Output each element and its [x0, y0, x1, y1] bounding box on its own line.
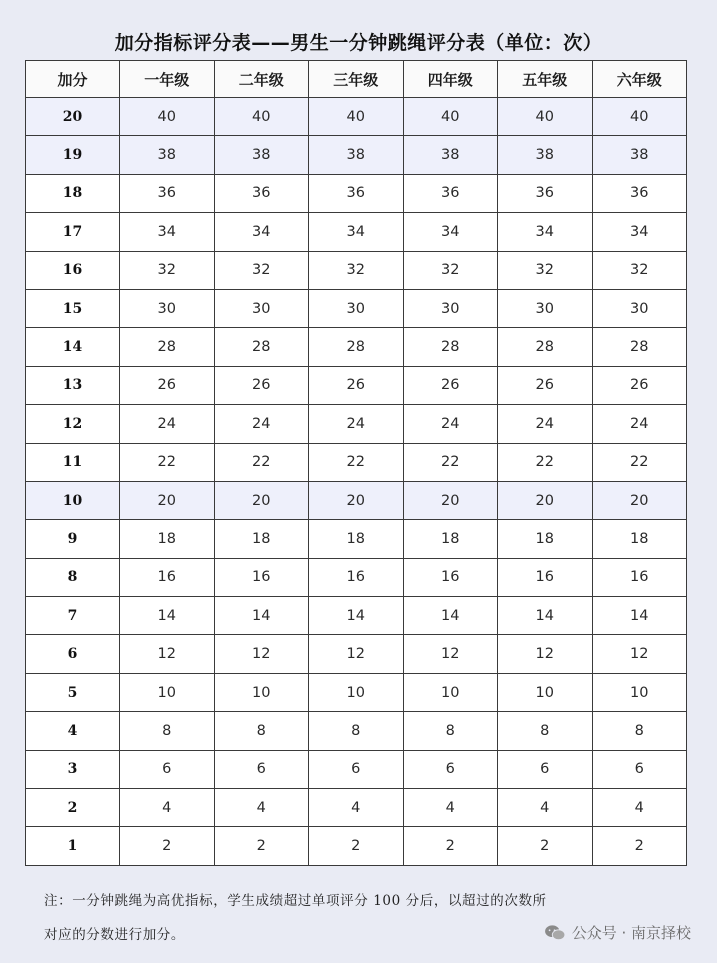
score-cell: 22	[214, 443, 309, 481]
bonus-cell: 17	[26, 213, 120, 251]
score-cell: 38	[309, 136, 404, 174]
score-cell: 4	[309, 789, 404, 827]
score-cell: 20	[309, 481, 404, 519]
score-cell: 28	[214, 328, 309, 366]
score-cell: 2	[120, 827, 215, 865]
table-row	[26, 136, 687, 174]
bonus-cell: 3	[26, 750, 120, 788]
score-cell: 40	[120, 98, 215, 136]
bonus-cell: 2	[26, 789, 120, 827]
score-cell: 16	[120, 558, 215, 596]
table-row	[26, 673, 687, 711]
score-cell: 4	[403, 789, 498, 827]
score-cell: 8	[498, 712, 593, 750]
score-cell: 30	[120, 289, 215, 327]
score-cell: 18	[309, 520, 404, 558]
table-row	[26, 289, 687, 327]
score-cell: 34	[120, 213, 215, 251]
score-cell: 4	[214, 789, 309, 827]
header-grade-3: 三年级	[309, 61, 404, 98]
score-cell: 2	[498, 827, 593, 865]
score-cell: 22	[592, 443, 687, 481]
score-cell: 20	[120, 481, 215, 519]
score-cell: 36	[403, 174, 498, 212]
score-cell: 38	[592, 136, 687, 174]
score-cell: 14	[309, 597, 404, 635]
score-cell: 32	[592, 251, 687, 289]
score-cell: 20	[403, 481, 498, 519]
header-grade-5: 五年级	[498, 61, 593, 98]
score-cell: 24	[403, 405, 498, 443]
score-cell: 6	[214, 750, 309, 788]
score-cell: 18	[120, 520, 215, 558]
score-cell: 32	[309, 251, 404, 289]
bonus-cell: 20	[26, 98, 120, 136]
score-cell: 8	[309, 712, 404, 750]
score-cell: 16	[309, 558, 404, 596]
score-cell: 28	[498, 328, 593, 366]
watermark	[544, 922, 691, 943]
score-cell: 16	[214, 558, 309, 596]
score-cell: 30	[214, 289, 309, 327]
score-cell: 14	[403, 597, 498, 635]
score-cell: 24	[309, 405, 404, 443]
score-cell: 34	[498, 213, 593, 251]
table-row	[26, 520, 687, 558]
score-cell: 34	[592, 213, 687, 251]
score-cell: 8	[120, 712, 215, 750]
score-cell: 26	[214, 366, 309, 404]
score-cell: 12	[592, 635, 687, 673]
bonus-cell: 14	[26, 328, 120, 366]
score-cell: 38	[120, 136, 215, 174]
footnote-line-2: 对应的分数进行加分。	[44, 927, 185, 943]
score-cell: 10	[592, 673, 687, 711]
score-cell: 4	[120, 789, 215, 827]
bonus-cell: 18	[26, 174, 120, 212]
score-cell: 2	[403, 827, 498, 865]
score-cell: 24	[120, 405, 215, 443]
bonus-cell: 12	[26, 405, 120, 443]
table-body	[26, 98, 687, 866]
score-cell: 28	[309, 328, 404, 366]
score-cell: 22	[120, 443, 215, 481]
score-cell: 32	[120, 251, 215, 289]
score-cell: 8	[592, 712, 687, 750]
score-cell: 8	[403, 712, 498, 750]
score-cell: 40	[592, 98, 687, 136]
footnote-line-1: 注：一分钟跳绳为高优指标，学生成绩超过单项评分 100 分后，以超过的次数所	[44, 893, 547, 909]
score-cell: 6	[309, 750, 404, 788]
wechat-icon	[544, 924, 566, 942]
score-cell: 10	[309, 673, 404, 711]
bonus-cell: 4	[26, 712, 120, 750]
bonus-cell: 15	[26, 289, 120, 327]
table-header	[26, 61, 687, 98]
bonus-cell: 10	[26, 481, 120, 519]
score-cell: 14	[214, 597, 309, 635]
score-cell: 16	[592, 558, 687, 596]
table-row	[26, 789, 687, 827]
score-cell: 28	[120, 328, 215, 366]
table-row	[26, 213, 687, 251]
score-cell: 10	[120, 673, 215, 711]
page-title: 加分指标评分表——男生一分钟跳绳评分表（单位：次）	[114, 32, 603, 54]
score-cell: 2	[309, 827, 404, 865]
score-cell: 40	[309, 98, 404, 136]
bonus-cell: 1	[26, 827, 120, 865]
bonus-cell: 8	[26, 558, 120, 596]
score-cell: 6	[592, 750, 687, 788]
table-row	[26, 405, 687, 443]
header-row	[26, 61, 687, 98]
score-cell: 34	[309, 213, 404, 251]
table-row	[26, 750, 687, 788]
bonus-cell: 6	[26, 635, 120, 673]
score-cell: 30	[309, 289, 404, 327]
score-cell: 10	[214, 673, 309, 711]
score-cell: 36	[592, 174, 687, 212]
score-cell: 30	[592, 289, 687, 327]
score-cell: 2	[592, 827, 687, 865]
table-row	[26, 443, 687, 481]
bonus-cell: 13	[26, 366, 120, 404]
score-cell: 20	[592, 481, 687, 519]
watermark-text: 公众号 · 南京择校	[571, 924, 691, 942]
score-cell: 2	[214, 827, 309, 865]
score-cell: 40	[498, 98, 593, 136]
score-cell: 34	[214, 213, 309, 251]
score-cell: 24	[214, 405, 309, 443]
score-cell: 28	[403, 328, 498, 366]
score-cell: 12	[214, 635, 309, 673]
score-cell: 38	[403, 136, 498, 174]
header-grade-6: 六年级	[592, 61, 687, 98]
table-row	[26, 635, 687, 673]
score-cell: 16	[498, 558, 593, 596]
bonus-cell: 7	[26, 597, 120, 635]
header-grade-2: 二年级	[214, 61, 309, 98]
score-cell: 18	[403, 520, 498, 558]
score-table	[25, 60, 687, 866]
score-cell: 26	[120, 366, 215, 404]
score-cell: 38	[498, 136, 593, 174]
score-cell: 4	[498, 789, 593, 827]
score-cell: 24	[498, 405, 593, 443]
table-row	[26, 558, 687, 596]
score-cell: 10	[403, 673, 498, 711]
score-cell: 18	[498, 520, 593, 558]
score-cell: 6	[403, 750, 498, 788]
score-cell: 28	[592, 328, 687, 366]
score-cell: 16	[403, 558, 498, 596]
table-row	[26, 328, 687, 366]
score-cell: 36	[120, 174, 215, 212]
table-row	[26, 597, 687, 635]
score-cell: 20	[214, 481, 309, 519]
bonus-cell: 5	[26, 673, 120, 711]
score-cell: 26	[309, 366, 404, 404]
score-cell: 12	[309, 635, 404, 673]
score-cell: 26	[498, 366, 593, 404]
score-cell: 24	[592, 405, 687, 443]
score-cell: 32	[214, 251, 309, 289]
score-cell: 40	[403, 98, 498, 136]
table-row	[26, 98, 687, 136]
score-cell: 22	[403, 443, 498, 481]
score-cell: 36	[309, 174, 404, 212]
score-cell: 32	[498, 251, 593, 289]
score-cell: 12	[403, 635, 498, 673]
score-cell: 20	[498, 481, 593, 519]
score-cell: 36	[214, 174, 309, 212]
header-grade-4: 四年级	[403, 61, 498, 98]
score-cell: 30	[403, 289, 498, 327]
table-row	[26, 481, 687, 519]
score-cell: 14	[120, 597, 215, 635]
score-cell: 40	[214, 98, 309, 136]
table-row	[26, 712, 687, 750]
table-row	[26, 174, 687, 212]
score-cell: 26	[403, 366, 498, 404]
header-grade-1: 一年级	[120, 61, 215, 98]
score-cell: 14	[592, 597, 687, 635]
score-cell: 18	[592, 520, 687, 558]
score-cell: 22	[309, 443, 404, 481]
bonus-cell: 11	[26, 443, 120, 481]
score-cell: 4	[592, 789, 687, 827]
score-cell: 12	[498, 635, 593, 673]
score-cell: 30	[498, 289, 593, 327]
score-cell: 34	[403, 213, 498, 251]
table-row	[26, 366, 687, 404]
score-cell: 38	[214, 136, 309, 174]
score-cell: 14	[498, 597, 593, 635]
table-row	[26, 251, 687, 289]
score-cell: 22	[498, 443, 593, 481]
score-cell: 6	[120, 750, 215, 788]
table-row	[26, 827, 687, 865]
bonus-cell: 9	[26, 520, 120, 558]
score-cell: 26	[592, 366, 687, 404]
bonus-cell: 19	[26, 136, 120, 174]
score-cell: 32	[403, 251, 498, 289]
score-cell: 8	[214, 712, 309, 750]
score-cell: 18	[214, 520, 309, 558]
score-cell: 12	[120, 635, 215, 673]
score-cell: 36	[498, 174, 593, 212]
header-bonus: 加分	[26, 61, 120, 98]
score-cell: 6	[498, 750, 593, 788]
bonus-cell: 16	[26, 251, 120, 289]
score-cell: 10	[498, 673, 593, 711]
